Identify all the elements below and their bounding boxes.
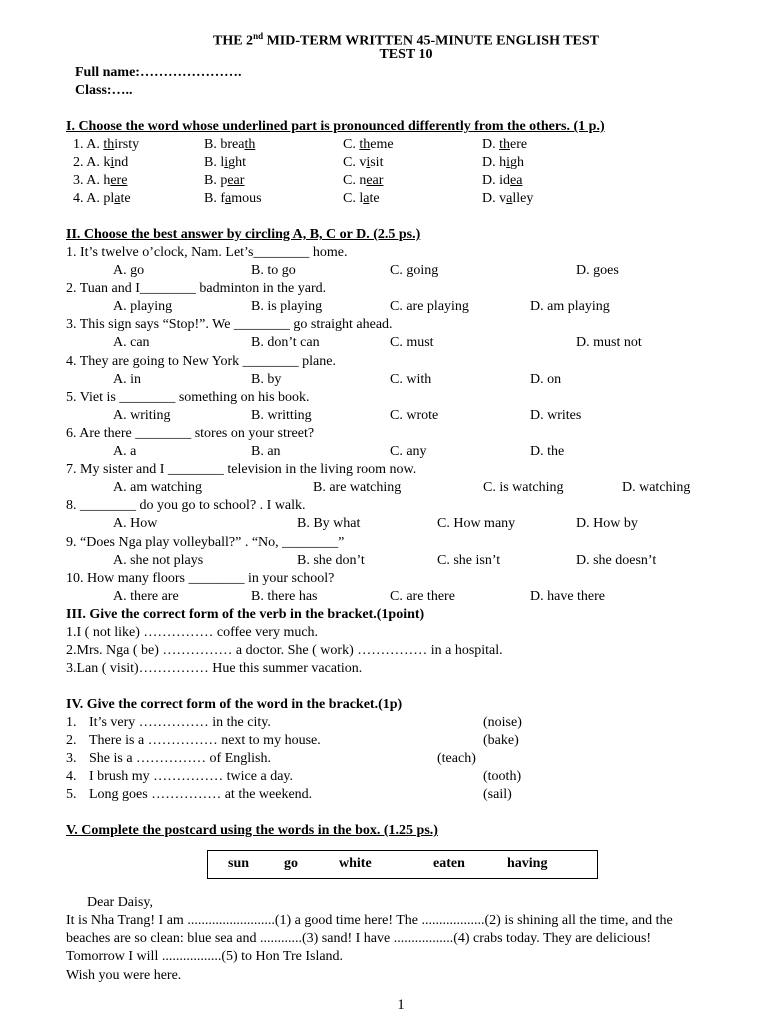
answer-option-a[interactable]: A. writing bbox=[113, 407, 171, 423]
pronunciation-option: D. idea bbox=[482, 173, 523, 188]
answer-option-c[interactable]: C. she isn’t bbox=[437, 552, 501, 568]
item-text: Long goes …………… at the weekend. bbox=[89, 787, 313, 802]
pronunciation-option: C. near bbox=[343, 173, 384, 188]
answer-option-d[interactable]: D. am playing bbox=[530, 299, 610, 315]
answer-option-d[interactable]: D. writes bbox=[530, 407, 582, 423]
answer-option-d[interactable]: D. must not bbox=[576, 335, 642, 351]
answer-option-d[interactable]: D. on bbox=[530, 371, 562, 387]
pronunciation-option: D. there bbox=[482, 137, 528, 152]
answer-option-d[interactable]: D. goes bbox=[576, 263, 619, 278]
answer-option-b[interactable]: B. are watching bbox=[313, 480, 402, 496]
pronunciation-option: 4. A. plate bbox=[73, 191, 131, 206]
pronunciation-option: C. theme bbox=[343, 137, 394, 152]
question-text: 9. “Does Nga play volleyball?” . “No, ________” bbox=[66, 534, 345, 550]
full-name-field: Full name:…………………. bbox=[75, 65, 242, 80]
question-text: 3. This sign says “Stop!”. We ________ go straight ahead. bbox=[66, 317, 393, 333]
class-field: Class:….. bbox=[75, 83, 133, 98]
answer-option-b[interactable]: B. by bbox=[251, 371, 282, 387]
test-number: TEST 10 bbox=[379, 47, 433, 62]
item-number: 5. bbox=[66, 787, 77, 802]
pronunciation-option: B. light bbox=[204, 155, 247, 170]
question-text: 5. Viet is ________ something on his book. bbox=[66, 389, 310, 405]
pronunciation-option: B. breath bbox=[204, 137, 256, 152]
word-box-item: sun bbox=[228, 856, 250, 871]
pronunciation-option: C. late bbox=[343, 191, 380, 206]
answer-option-d[interactable]: D. How by bbox=[576, 516, 638, 532]
answer-option-b[interactable]: B. writting bbox=[251, 407, 312, 423]
answer-option-b[interactable]: B. don’t can bbox=[251, 335, 320, 351]
section-4-heading: IV. Give the correct form of the word in the bracket.(1p) bbox=[66, 697, 403, 712]
answer-option-b[interactable]: B. By what bbox=[297, 516, 361, 532]
word-hint: (noise) bbox=[483, 715, 522, 730]
pronunciation-option: 1. A. thirsty bbox=[73, 137, 140, 152]
answer-option-c[interactable]: C. any bbox=[390, 444, 427, 459]
pronunciation-option: 3. A. here bbox=[73, 173, 128, 188]
answer-option-a[interactable]: A. she not plays bbox=[113, 552, 204, 568]
page-number: 1 bbox=[397, 997, 405, 1013]
verb-line: 2.Mrs. Nga ( be) …………… a doctor. She ( work) …………… in a hospital. bbox=[66, 643, 503, 658]
question-text: 6. Are there ________ stores on your street? bbox=[66, 426, 315, 441]
section-5-heading: V. Complete the postcard using the words in the box. (1.25 ps.) bbox=[66, 823, 438, 838]
pronunciation-option: 2. A. kind bbox=[73, 155, 129, 170]
answer-option-c[interactable]: C. must bbox=[390, 335, 434, 351]
answer-option-b[interactable]: B. an bbox=[251, 444, 281, 459]
section-2-heading: II. Choose the best answer by circling A, B, C or D. (2.5 ps.) bbox=[66, 227, 421, 242]
item-number: 1. bbox=[66, 715, 77, 730]
question-text: 2. Tuan and I________ badminton in the yard. bbox=[66, 281, 327, 297]
postcard-line: It is Nha Trang! I am .........................(1) a good time here! The ..................(2) is shining all the time, and the bbox=[66, 913, 673, 928]
word-box-item: white bbox=[339, 856, 372, 871]
verb-line: 3.Lan ( visit)…………… Hue this summer vacation. bbox=[66, 661, 363, 676]
answer-option-c[interactable]: C. are there bbox=[390, 588, 455, 604]
postcard-line: Wish you were here. bbox=[66, 968, 182, 983]
test-title: THE 2nd MID-TERM WRITTEN 45-MINUTE ENGLISH TEST bbox=[212, 31, 600, 49]
answer-option-a[interactable]: A. go bbox=[113, 263, 145, 278]
postcard-line: beaches are so clean: blue sea and ............(3) sand! I have .................(4) crabs today. They are delicious! bbox=[66, 931, 652, 946]
answer-option-d[interactable]: D. watching bbox=[622, 480, 691, 496]
word-hint: (bake) bbox=[483, 733, 519, 748]
answer-option-c[interactable]: C. are playing bbox=[390, 299, 469, 315]
item-text: It’s very …………… in the city. bbox=[89, 715, 271, 730]
answer-option-d[interactable]: D. the bbox=[530, 444, 565, 459]
word-box-item: having bbox=[507, 856, 548, 871]
item-number: 4. bbox=[66, 769, 77, 784]
answer-option-c[interactable]: C. with bbox=[390, 371, 432, 387]
word-box-item: eaten bbox=[433, 856, 465, 871]
item-number: 2. bbox=[66, 733, 77, 748]
answer-option-c[interactable]: C. is watching bbox=[483, 480, 564, 496]
postcard-line: Tomorrow I will .................(5) to Hon Tre Island. bbox=[66, 949, 344, 964]
word-box bbox=[207, 850, 598, 879]
pronunciation-option: B. pear bbox=[204, 173, 245, 188]
pronunciation-option: B. famous bbox=[204, 191, 262, 206]
answer-option-a[interactable]: A. can bbox=[113, 335, 150, 351]
item-text: I brush my …………… twice a day. bbox=[89, 769, 293, 784]
item-text: There is a …………… next to my house. bbox=[89, 733, 321, 748]
answer-option-a[interactable]: A. there are bbox=[113, 588, 179, 604]
postcard-greeting: Dear Daisy, bbox=[87, 895, 153, 910]
answer-option-b[interactable]: B. is playing bbox=[251, 299, 323, 315]
word-hint: (sail) bbox=[483, 787, 512, 802]
answer-option-d[interactable]: D. she doesn’t bbox=[576, 552, 657, 568]
question-text: 1. It’s twelve o’clock, Nam. Let’s________ home. bbox=[66, 245, 348, 260]
pronunciation-option: C. visit bbox=[343, 155, 384, 170]
answer-option-c[interactable]: C. going bbox=[390, 263, 439, 278]
word-box-item: go bbox=[284, 856, 298, 871]
answer-option-b[interactable]: B. she don’t bbox=[297, 552, 365, 568]
answer-option-a[interactable]: A. How bbox=[113, 516, 158, 532]
answer-option-b[interactable]: B. to go bbox=[251, 263, 296, 278]
answer-option-c[interactable]: C. How many bbox=[437, 516, 516, 532]
answer-option-a[interactable]: A. in bbox=[113, 371, 141, 387]
pronunciation-option: D. high bbox=[482, 155, 525, 170]
question-text: 10. How many floors ________ in your school? bbox=[66, 570, 335, 586]
answer-option-b[interactable]: B. there has bbox=[251, 588, 318, 604]
item-text: She is a …………… of English. bbox=[89, 751, 271, 766]
answer-option-a[interactable]: A. am watching bbox=[113, 480, 203, 496]
item-number: 3. bbox=[66, 751, 77, 766]
pronunciation-option: D. valley bbox=[482, 191, 534, 206]
answer-option-a[interactable]: A. a bbox=[113, 444, 137, 459]
answer-option-d[interactable]: D. have there bbox=[530, 588, 606, 604]
section-1-heading: I. Choose the word whose underlined part is pronounced differently from the others. (1 p.) bbox=[66, 119, 605, 134]
verb-line: 1.I ( not like) …………… coffee very much. bbox=[66, 625, 319, 640]
word-hint: (tooth) bbox=[483, 769, 522, 784]
question-text: 7. My sister and I ________ television in the living room now. bbox=[66, 462, 417, 478]
answer-option-a[interactable]: A. playing bbox=[113, 299, 173, 315]
question-text: 4. They are going to New York ________ plane. bbox=[66, 353, 336, 369]
answer-option-c[interactable]: C. wrote bbox=[390, 407, 439, 423]
word-hint: (teach) bbox=[437, 751, 476, 766]
question-text: 8. ________ do you go to school? . I walk. bbox=[66, 498, 306, 514]
section-3-heading: III. Give the correct form of the verb in the bracket.(1point) bbox=[66, 607, 425, 622]
